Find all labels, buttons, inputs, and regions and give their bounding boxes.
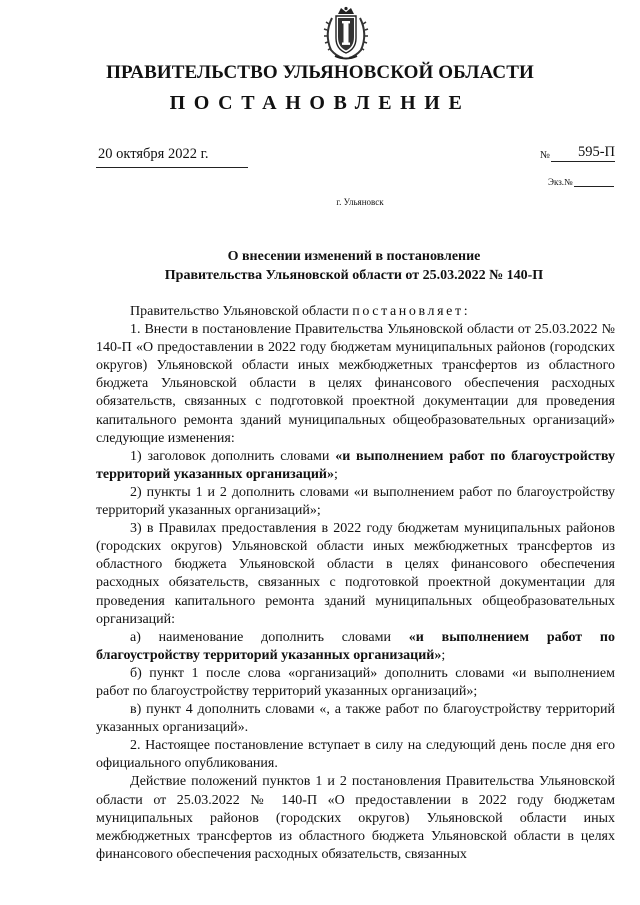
copy-number-field (548, 177, 614, 187)
subitem-1-bold: «и выполнением работ по благоустройству территорий указанных организаций» (96, 448, 616, 482)
item-1-paragraph: 1. Внести в постановление Правительства Ульяновской области от 25.03.2022 № 140-П «О предоставлении в 2022 году бюджетам муниципальных районов (городских округов) Ульяновской области иных межбюджетных трансфертов из областного бюджета Ульяновской области в целях финансового обеспечения расходных обязательств, связанных с подготовкой проектной документации для проведения капитального ремонта зданий муниципальных общеобразовательных организаций» следующие изменения: (96, 322, 615, 446)
government-title: ПРАВИТЕЛЬСТВО УЛЬЯНОВСКОЙ ОБЛАСТИ (106, 62, 534, 83)
subitem-3a-suffix: ; (441, 647, 446, 663)
intro-colon: : (463, 304, 468, 319)
date-underline (96, 167, 248, 168)
copy-number-label: Экз.№ (548, 177, 573, 187)
intro-prefix: Правительство Ульяновской области (130, 304, 353, 319)
document-date: 20 октября 2022 г. (98, 146, 209, 162)
number-label: № (540, 150, 551, 161)
document-body (96, 303, 615, 864)
document-number: 595-П (551, 144, 615, 162)
subitem-1-paragraph (96, 448, 615, 484)
coat-of-arms-emblem-icon (321, 6, 371, 62)
heading-line-1: О внесении изменений в постановление (227, 249, 481, 264)
document-type-title: ПОСТАНОВЛЕНИЕ (169, 92, 471, 114)
subitem-3c-paragraph: в) пункт 4 дополнить словами «, а также работ по благоустройству территорий указанных организаций». (96, 702, 615, 736)
subitem-3a-bold: «и выполнением работ по благоустройству территорий указанных организаций» (96, 629, 615, 663)
subitem-3b-paragraph: б) пункт 1 после слова «организаций» дополнить словами «и выполнением работ по благоустройству территорий указанных организаций»; (96, 665, 615, 699)
subitem-1-suffix: ; (334, 466, 338, 482)
intro-paragraph (96, 303, 615, 321)
subitem-1-prefix: 1) заголовок дополнить словами (130, 448, 336, 464)
subitem-3a-paragraph (96, 629, 615, 665)
subitem-3-paragraph: 3) в Правилах предоставления в 2022 году бюджетам муниципальных районов (городских округов) Ульяновской области иных межбюджетных трансфертов из областного бюджета Ульяновской области в целях финансового обеспечения расходных обязательств, связанных с подготовкой проектной документации для проведения капитального ремонта зданий муниципальных общеобразовательных организаций: (96, 521, 615, 627)
city-label: г. Ульяновск (336, 197, 384, 207)
intro-resolves: постановляет (352, 304, 464, 319)
subitem-2-paragraph: 2) пункты 1 и 2 дополнить словами «и выполнением работ по благоустройству территорий указанных организаций»; (96, 484, 615, 519)
subitem-3a-prefix: а) наименование дополнить словами (130, 629, 409, 645)
final-paragraph: Действие положений пунктов 1 и 2 постановления Правительства Ульяновской области от 25.03.2022 № 140-П «О предоставлении в 2022 году бюджетам муниципальных районов (городских округов) Ульяновской области иных межбюджетных трансфертов из областного бюджета Ульяновской области в целях финансового обеспечения расходных обязательств, связанных (96, 774, 615, 862)
document-heading (0, 247, 640, 285)
copy-number-line (574, 186, 614, 187)
item-2-paragraph: 2. Настоящее постановление вступает в силу на следующий день после дня его официального опубликования. (96, 738, 615, 772)
heading-line-2: Правительства Ульяновской области от 25.03.2022 № 140-П (164, 268, 544, 283)
